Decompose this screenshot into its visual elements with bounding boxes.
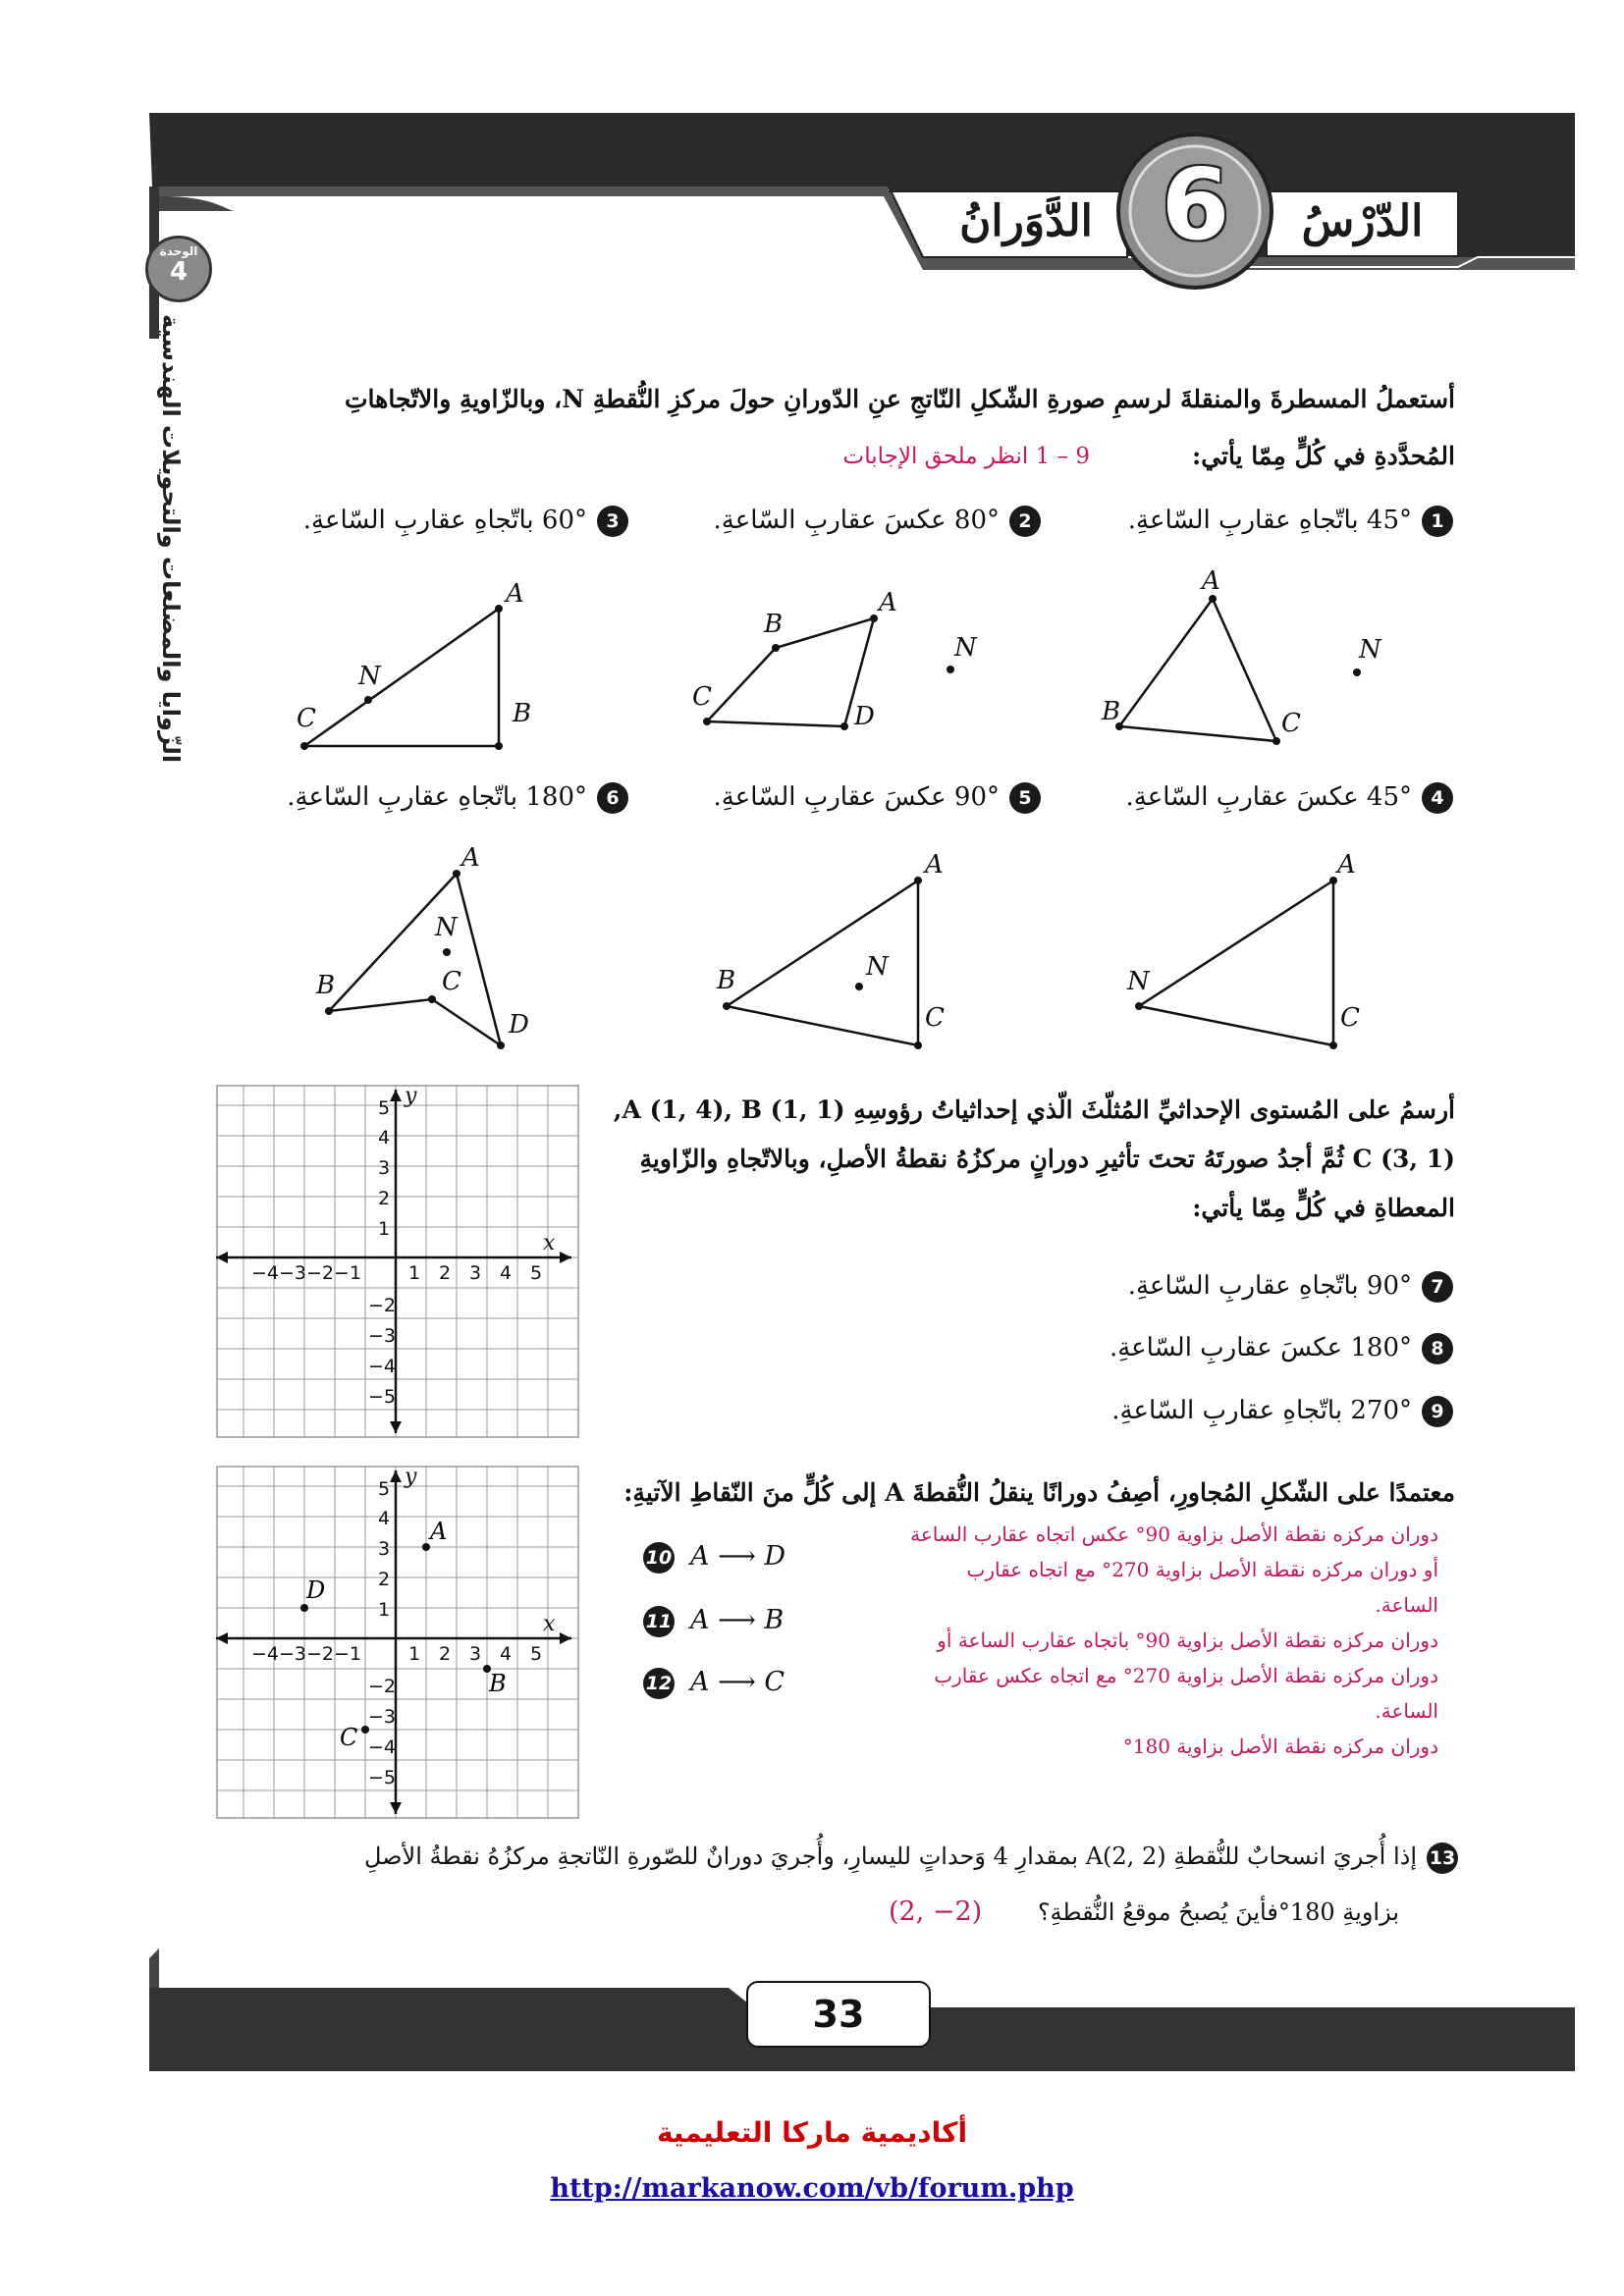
mapping-text: A ⟶ B — [690, 1605, 785, 1635]
figure-3-triangle — [285, 574, 579, 761]
y-tick-neg4: −4 — [368, 1356, 397, 1377]
label-a: A — [461, 844, 480, 873]
point-b-label: B — [489, 1670, 507, 1697]
y-tick-neg2: −2 — [368, 1676, 397, 1697]
side-title: الزّوايا والمضلعات والتحويلات الهندسية — [157, 314, 185, 764]
section3-answers — [849, 1517, 1438, 1764]
x-tick-1: 1 — [408, 1643, 421, 1665]
point-a — [422, 1543, 430, 1551]
exercise-text: إذا أُجريَ انسحابٌ للنُّقطةِ A(2, 2) بمقدارِ 4 وَحداتٍ لليسارِ، وأُجريَ دورانٌ للصّورةِ النّاتجةِ مركزُهُ نقطةُ الأصلِ — [364, 1842, 1417, 1870]
point-d — [300, 1604, 308, 1612]
label-a: A — [1337, 850, 1356, 880]
figure-5-triangle — [707, 839, 1001, 1055]
exercise-8 — [982, 1333, 1453, 1364]
unit-word: الوحدة — [159, 244, 198, 258]
exercise-number: 8 — [1422, 1333, 1453, 1364]
section3-intro: معتمدًا على الشّكلِ المُجاورِ، أصِفُ دورانًا ينقلُ النُّقطةَ A إلى كُلٍّ منَ النّقاطِ الآتيةِ: — [623, 1478, 1455, 1507]
y-tick-3: 3 — [378, 1538, 391, 1560]
answer-line: الساعة. — [1375, 1699, 1438, 1723]
x-tick-1: 1 — [408, 1262, 421, 1284]
exercise-6 — [226, 782, 628, 814]
exercise-number: 3 — [597, 506, 628, 537]
exercise-3 — [226, 506, 628, 537]
answer-reference: 9 – 1 انظر ملحق الإجابات — [842, 444, 1090, 469]
y-axis-label: y — [405, 1085, 417, 1108]
label-n: N — [954, 633, 977, 663]
label-a: A — [506, 579, 524, 609]
header-band — [0, 0, 1624, 353]
figure-2-quadrilateral — [677, 579, 1051, 746]
coordinate-grid-1 — [216, 1085, 579, 1438]
page-number: 33 — [812, 1993, 865, 2036]
label-n: N — [866, 952, 889, 982]
exercise-text: 90° عكسَ عقاربِ السّاعةِ. — [713, 782, 1000, 812]
lesson-title: الدَّوَرانُ — [959, 196, 1093, 246]
y-tick-neg4: −4 — [368, 1736, 397, 1758]
x-tick-3: 3 — [469, 1643, 482, 1665]
exercise-number: 2 — [1009, 506, 1041, 537]
label-b: B — [513, 699, 532, 728]
exercise-text: 80° عكسَ عقاربِ السّاعةِ. — [713, 506, 1000, 535]
label-d: D — [509, 1010, 529, 1040]
x-tick-5: 5 — [530, 1262, 543, 1284]
label-c: C — [925, 1003, 945, 1033]
label-c: C — [297, 704, 316, 733]
exercise-number: 13 — [1427, 1842, 1458, 1874]
answer-line: دوران مركزه نقطة الأصل بزاوية 180° — [1122, 1735, 1438, 1758]
label-c: C — [1340, 1003, 1360, 1033]
y-tick-5: 5 — [378, 1097, 391, 1119]
x-axis-label: x — [543, 1231, 556, 1255]
exercise-11 — [643, 1605, 784, 1637]
label-c: C — [442, 967, 461, 996]
label-n: N — [358, 662, 381, 691]
exercise-12 — [643, 1667, 785, 1699]
figure-6-quadrilateral — [304, 844, 579, 1060]
y-tick-1: 1 — [378, 1218, 391, 1240]
exercise-10 — [643, 1541, 785, 1574]
y-tick-1: 1 — [378, 1599, 391, 1621]
x-tick-3: 3 — [469, 1262, 482, 1284]
lesson-word: الدّرْسُ — [1301, 196, 1424, 246]
exercise-2 — [638, 506, 1041, 537]
x-neg-ticks: −4−3−2−1 — [251, 1643, 362, 1665]
y-tick-neg3: −3 — [368, 1706, 397, 1728]
label-b: B — [764, 610, 784, 639]
grid-border — [217, 1467, 578, 1818]
exercise-text: 45° عكسَ عقاربِ السّاعةِ. — [1125, 782, 1412, 812]
label-b: B — [316, 971, 336, 1000]
exercise-number: 12 — [643, 1668, 675, 1699]
label-n: N — [1127, 967, 1150, 996]
exercise-5 — [638, 782, 1041, 814]
exercise-text: 60° باتّجاهِ عقاربِ السّاعةِ. — [302, 506, 587, 535]
y-tick-4: 4 — [378, 1508, 391, 1529]
exercise-13-answer: (2, −2) — [889, 1896, 983, 1927]
label-b: B — [717, 966, 736, 995]
x-axis-label: x — [543, 1612, 556, 1636]
y-tick-5: 5 — [378, 1478, 391, 1500]
grid-border — [217, 1086, 578, 1437]
label-a: A — [925, 850, 944, 880]
x-tick-5: 5 — [530, 1643, 543, 1665]
answer-line: دوران مركزه نقطة الأصل بزاوية 270° مع اتجاه عكس عقارب — [934, 1664, 1438, 1687]
answer-line: دوران مركزه نقطة الأصل بزاوية 90° عكس اتجاه عقارب الساعة — [910, 1522, 1438, 1546]
label-c: C — [692, 682, 712, 712]
label-a: A — [879, 588, 897, 617]
exercise-number: 7 — [1422, 1271, 1453, 1303]
section2-line3: المعطاةِ في كُلٍّ مِمّا يأتي: — [1192, 1194, 1455, 1222]
y-tick-neg3: −3 — [368, 1325, 397, 1347]
y-tick-4: 4 — [378, 1127, 391, 1148]
figure-4-triangle — [1110, 839, 1424, 1055]
label-n: N — [435, 913, 458, 942]
section2-line2: C (3, 1) ثُمَّ أجدُ صورتَهُ تحتَ تأثيرِ دورانٍ مركزُهُ نقطةُ الأصلِ، وبالاتّجاهِ والزّاويةِ — [639, 1145, 1455, 1173]
x-tick-4: 4 — [500, 1262, 513, 1284]
exercise-text: 45° باتّجاهِ عقاربِ السّاعةِ. — [1127, 506, 1412, 535]
exercise-text: 180° باتّجاهِ عقاربِ السّاعةِ. — [287, 782, 587, 812]
point-d-label: D — [306, 1576, 326, 1604]
instructions-line2: المُحدَّدةِ في كُلٍّ مِمّا يأتي: — [1191, 442, 1455, 470]
y-tick-3: 3 — [378, 1157, 391, 1179]
unit-number: 4 — [169, 257, 189, 287]
footer-link[interactable]: http://markanow.com/vb/forum.php — [550, 2173, 1074, 2204]
exercise-9 — [982, 1396, 1453, 1427]
point-c-label: C — [340, 1724, 358, 1751]
exercise-13-line1 — [211, 1834, 1458, 1879]
header-shape — [0, 0, 1624, 353]
label-n: N — [1359, 635, 1381, 665]
y-tick-neg5: −5 — [368, 1386, 397, 1408]
exercise-number: 4 — [1422, 782, 1453, 814]
exercise-number: 10 — [643, 1542, 675, 1574]
exercise-1 — [1060, 506, 1453, 537]
unit-badge — [145, 236, 212, 302]
y-tick-neg2: −2 — [368, 1295, 397, 1316]
exercise-text: بزاويةِ 180°فأينَ يُصبحُ موقعُ النُّقطةِ؟ — [1037, 1898, 1399, 1926]
exercise-text: 270° باتّجاهِ عقاربِ السّاعةِ. — [1111, 1396, 1412, 1425]
lesson-number: 6 — [1161, 147, 1230, 262]
coordinate-grid-2 — [216, 1466, 579, 1819]
answer-line: الساعة. — [1375, 1593, 1438, 1617]
y-tick-2: 2 — [378, 1188, 391, 1209]
exercise-text: 180° عكسَ عقاربِ السّاعةِ. — [1109, 1333, 1412, 1362]
exercise-number: 9 — [1422, 1396, 1453, 1427]
label-d: D — [854, 702, 875, 731]
y-axis-label: y — [405, 1466, 417, 1489]
label-b: B — [1102, 697, 1121, 726]
exercise-number: 6 — [597, 782, 628, 814]
x-tick-2: 2 — [439, 1262, 452, 1284]
answer-line: أو دوران مركزه نقطة الأصل بزاوية 270° مع اتجاه عقارب — [966, 1558, 1438, 1581]
x-tick-4: 4 — [500, 1643, 513, 1665]
mapping-text: A ⟶ D — [690, 1541, 786, 1572]
x-tick-2: 2 — [439, 1643, 452, 1665]
exercise-7 — [982, 1271, 1453, 1303]
section2-line1: أرسمُ على المُستوى الإحداثيِّ المُثلّثَ الّذي إحداثياتُ رؤوسِهِ A (1, 4), B (1, 1), — [613, 1095, 1455, 1124]
exercise-number: 11 — [643, 1606, 675, 1637]
mapping-text: A ⟶ C — [690, 1667, 785, 1697]
footer-title: أكاديمية ماركا التعليمية — [656, 2116, 968, 2149]
page-number-box — [746, 1981, 931, 2048]
exercise-number: 1 — [1422, 506, 1453, 537]
exercise-4 — [1060, 782, 1453, 814]
answer-line: دوران مركزه نقطة الأصل بزاوية 90° باتجاه عقارب الساعة أو — [937, 1629, 1438, 1652]
y-tick-2: 2 — [378, 1569, 391, 1590]
point-c — [361, 1726, 369, 1734]
point-a-label: A — [430, 1518, 448, 1545]
x-neg-ticks: −4−3−2−1 — [251, 1262, 362, 1284]
y-tick-neg5: −5 — [368, 1767, 397, 1789]
label-a: A — [1202, 566, 1220, 596]
instructions-line1: أستعملُ المسطرةَ والمنقلةَ لرسمِ صورةِ الشّكلِ النّاتجِ عنِ الدّورانِ حولَ مركزِ النُّقطةِ N، وبالزّاويةِ والاتّجاهاتِ — [344, 385, 1455, 413]
label-c: C — [1281, 709, 1301, 738]
exercise-text: 90° باتّجاهِ عقاربِ السّاعةِ. — [1127, 1271, 1412, 1301]
exercise-number: 5 — [1009, 782, 1041, 814]
figure-1-triangle — [1080, 560, 1424, 756]
